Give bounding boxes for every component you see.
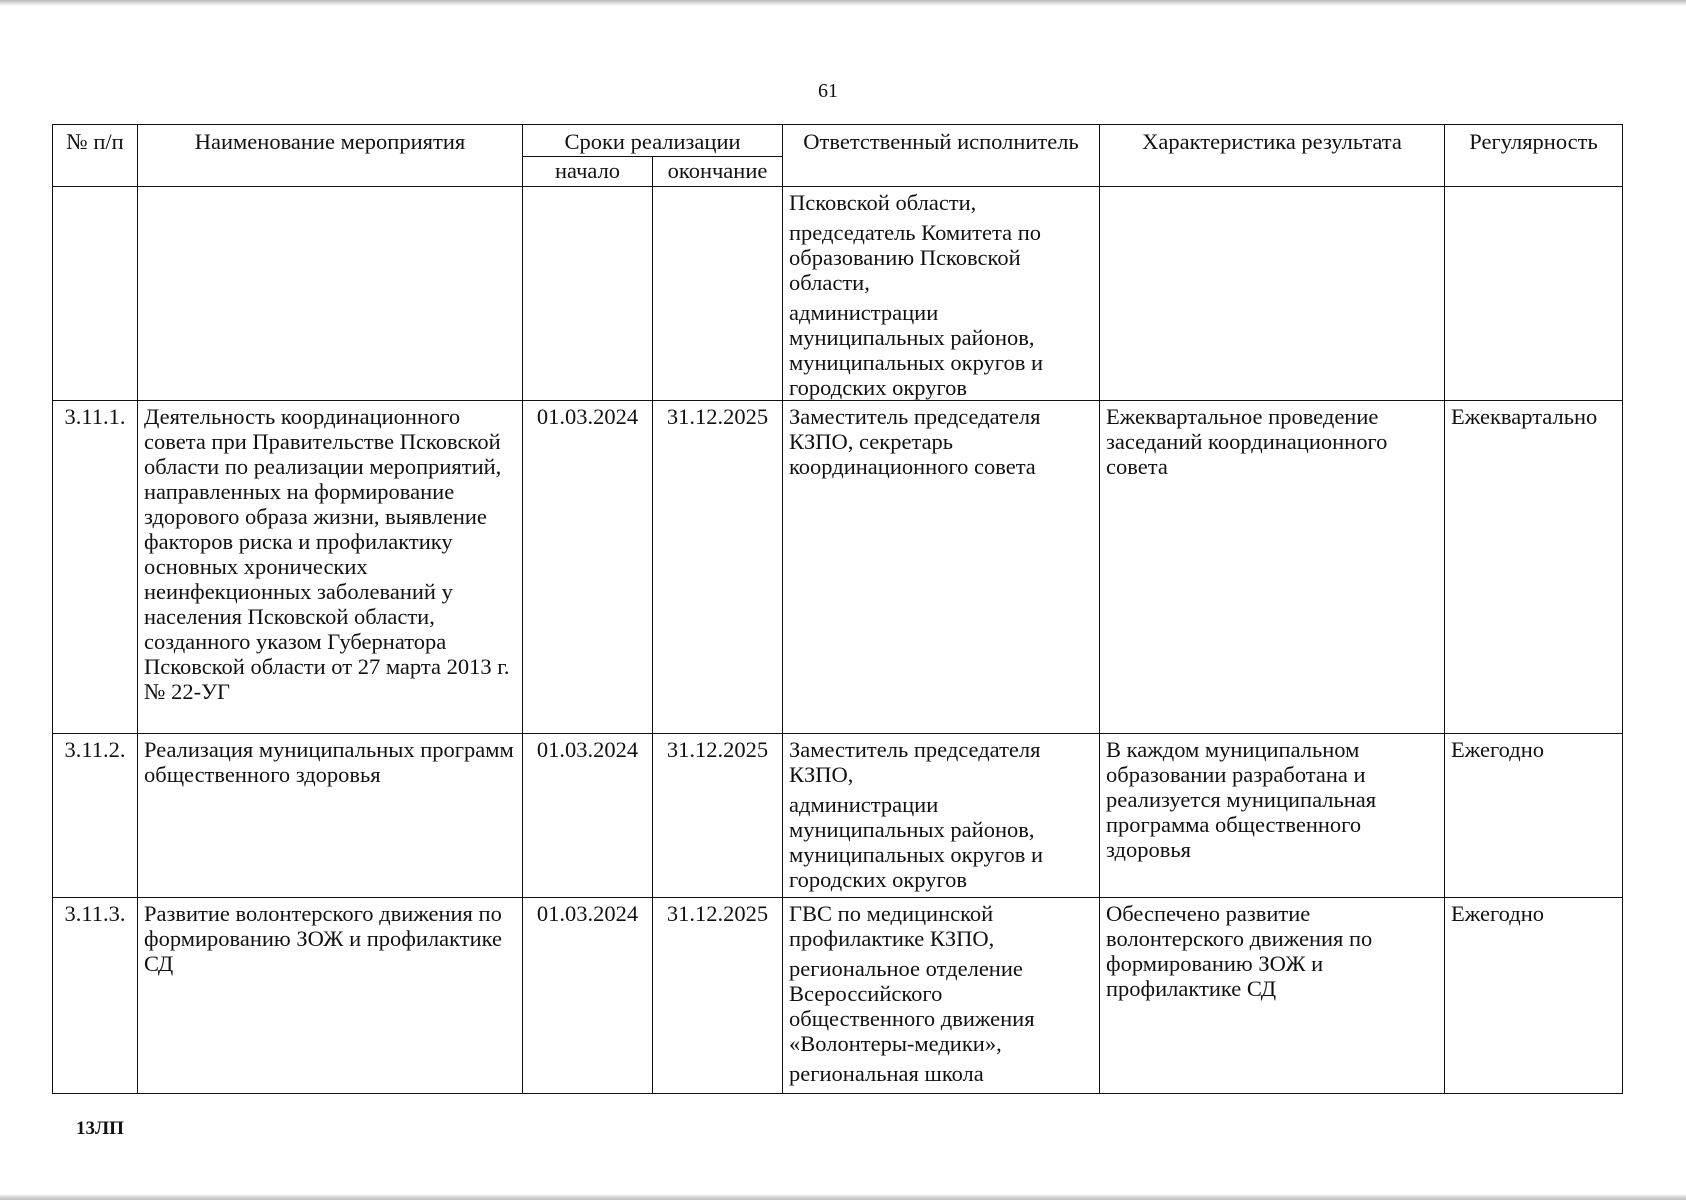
responsible-line: Заместитель председателя КЗПО, секретарь координационного совета xyxy=(789,404,1041,479)
row-end: 31.12.2025 xyxy=(653,734,783,898)
row-responsible xyxy=(783,187,1100,401)
responsible-line: председатель Комитета по образованию Псковской области, xyxy=(789,220,1041,295)
row-responsible xyxy=(783,734,1100,898)
responsible-line: региональное отделение Всероссийского общественного движения «Волонтеры-медики», xyxy=(789,956,1035,1056)
row-start: 01.03.2024 xyxy=(523,401,653,734)
header-start: начало xyxy=(523,157,653,187)
row-regularity: Ежеквартально xyxy=(1445,401,1623,734)
scan-edge-bottom xyxy=(0,1194,1686,1200)
row-name: Деятельность координационного совета при Правительстве Псковской области по реализации мероприятий, направленных на формирование здорового образа жизни, выявление факторов риска и профилактику основных хронических неинфекционных заболеваний у населения Псковской области, созданного указом Губернатора Псковской области от 27 марта 2013 г. № 22-УГ xyxy=(138,401,523,734)
footer-code: 13ЛП xyxy=(76,1118,124,1139)
row-start: 01.03.2024 xyxy=(523,734,653,898)
responsible-line: ГВС по медицинской профилактике КЗПО, xyxy=(789,901,995,951)
row-responsible xyxy=(783,898,1100,1094)
row-end: 31.12.2025 xyxy=(653,898,783,1094)
row-regularity xyxy=(1445,187,1623,401)
row-end xyxy=(653,187,783,401)
table-row xyxy=(53,401,1623,734)
header-num: № п/п xyxy=(53,125,138,187)
table-row xyxy=(53,187,1623,401)
responsible-line: администрации муниципальных районов, муниципальных округов и городских округов xyxy=(789,300,1044,400)
header-period: Сроки реализации xyxy=(523,125,783,157)
row-result: Ежеквартальное проведение заседаний координационного совета xyxy=(1100,401,1445,734)
scan-edge-top xyxy=(0,0,1686,6)
row-regularity: Ежегодно xyxy=(1445,898,1623,1094)
row-regularity: Ежегодно xyxy=(1445,734,1623,898)
responsible-line: администрации муниципальных районов, муниципальных округов и городских округов xyxy=(789,792,1044,892)
header-regularity: Регулярность xyxy=(1445,125,1623,187)
table-row xyxy=(53,734,1623,898)
row-num: 3.11.3. xyxy=(53,898,138,1094)
header-responsible: Ответственный исполнитель xyxy=(783,125,1100,187)
responsible-line: Заместитель председателя КЗПО, xyxy=(789,737,1041,787)
header-name: Наименование мероприятия xyxy=(138,125,523,187)
row-start xyxy=(523,187,653,401)
page-number: 61 xyxy=(818,80,838,102)
responsible-line: Псковской области, xyxy=(789,190,977,215)
activities-table xyxy=(52,124,1623,1094)
row-num xyxy=(53,187,138,401)
table-row xyxy=(53,898,1623,1094)
row-name xyxy=(138,187,523,401)
row-start: 01.03.2024 xyxy=(523,898,653,1094)
row-num: 3.11.1. xyxy=(53,401,138,734)
row-responsible xyxy=(783,401,1100,734)
header-result: Характеристика результата xyxy=(1100,125,1445,187)
header-end: окончание xyxy=(653,157,783,187)
row-result xyxy=(1100,187,1445,401)
row-name: Развитие волонтерского движения по формированию ЗОЖ и профилактике СД xyxy=(138,898,523,1094)
row-num: 3.11.2. xyxy=(53,734,138,898)
row-result: В каждом муниципальном образовании разработана и реализуется муниципальная программа общественного здоровья xyxy=(1100,734,1445,898)
row-name: Реализация муниципальных программ общественного здоровья xyxy=(138,734,523,898)
row-end: 31.12.2025 xyxy=(653,401,783,734)
row-result: Обеспечено развитие волонтерского движения по формированию ЗОЖ и профилактике СД xyxy=(1100,898,1445,1094)
responsible-line: региональная школа xyxy=(789,1061,984,1086)
